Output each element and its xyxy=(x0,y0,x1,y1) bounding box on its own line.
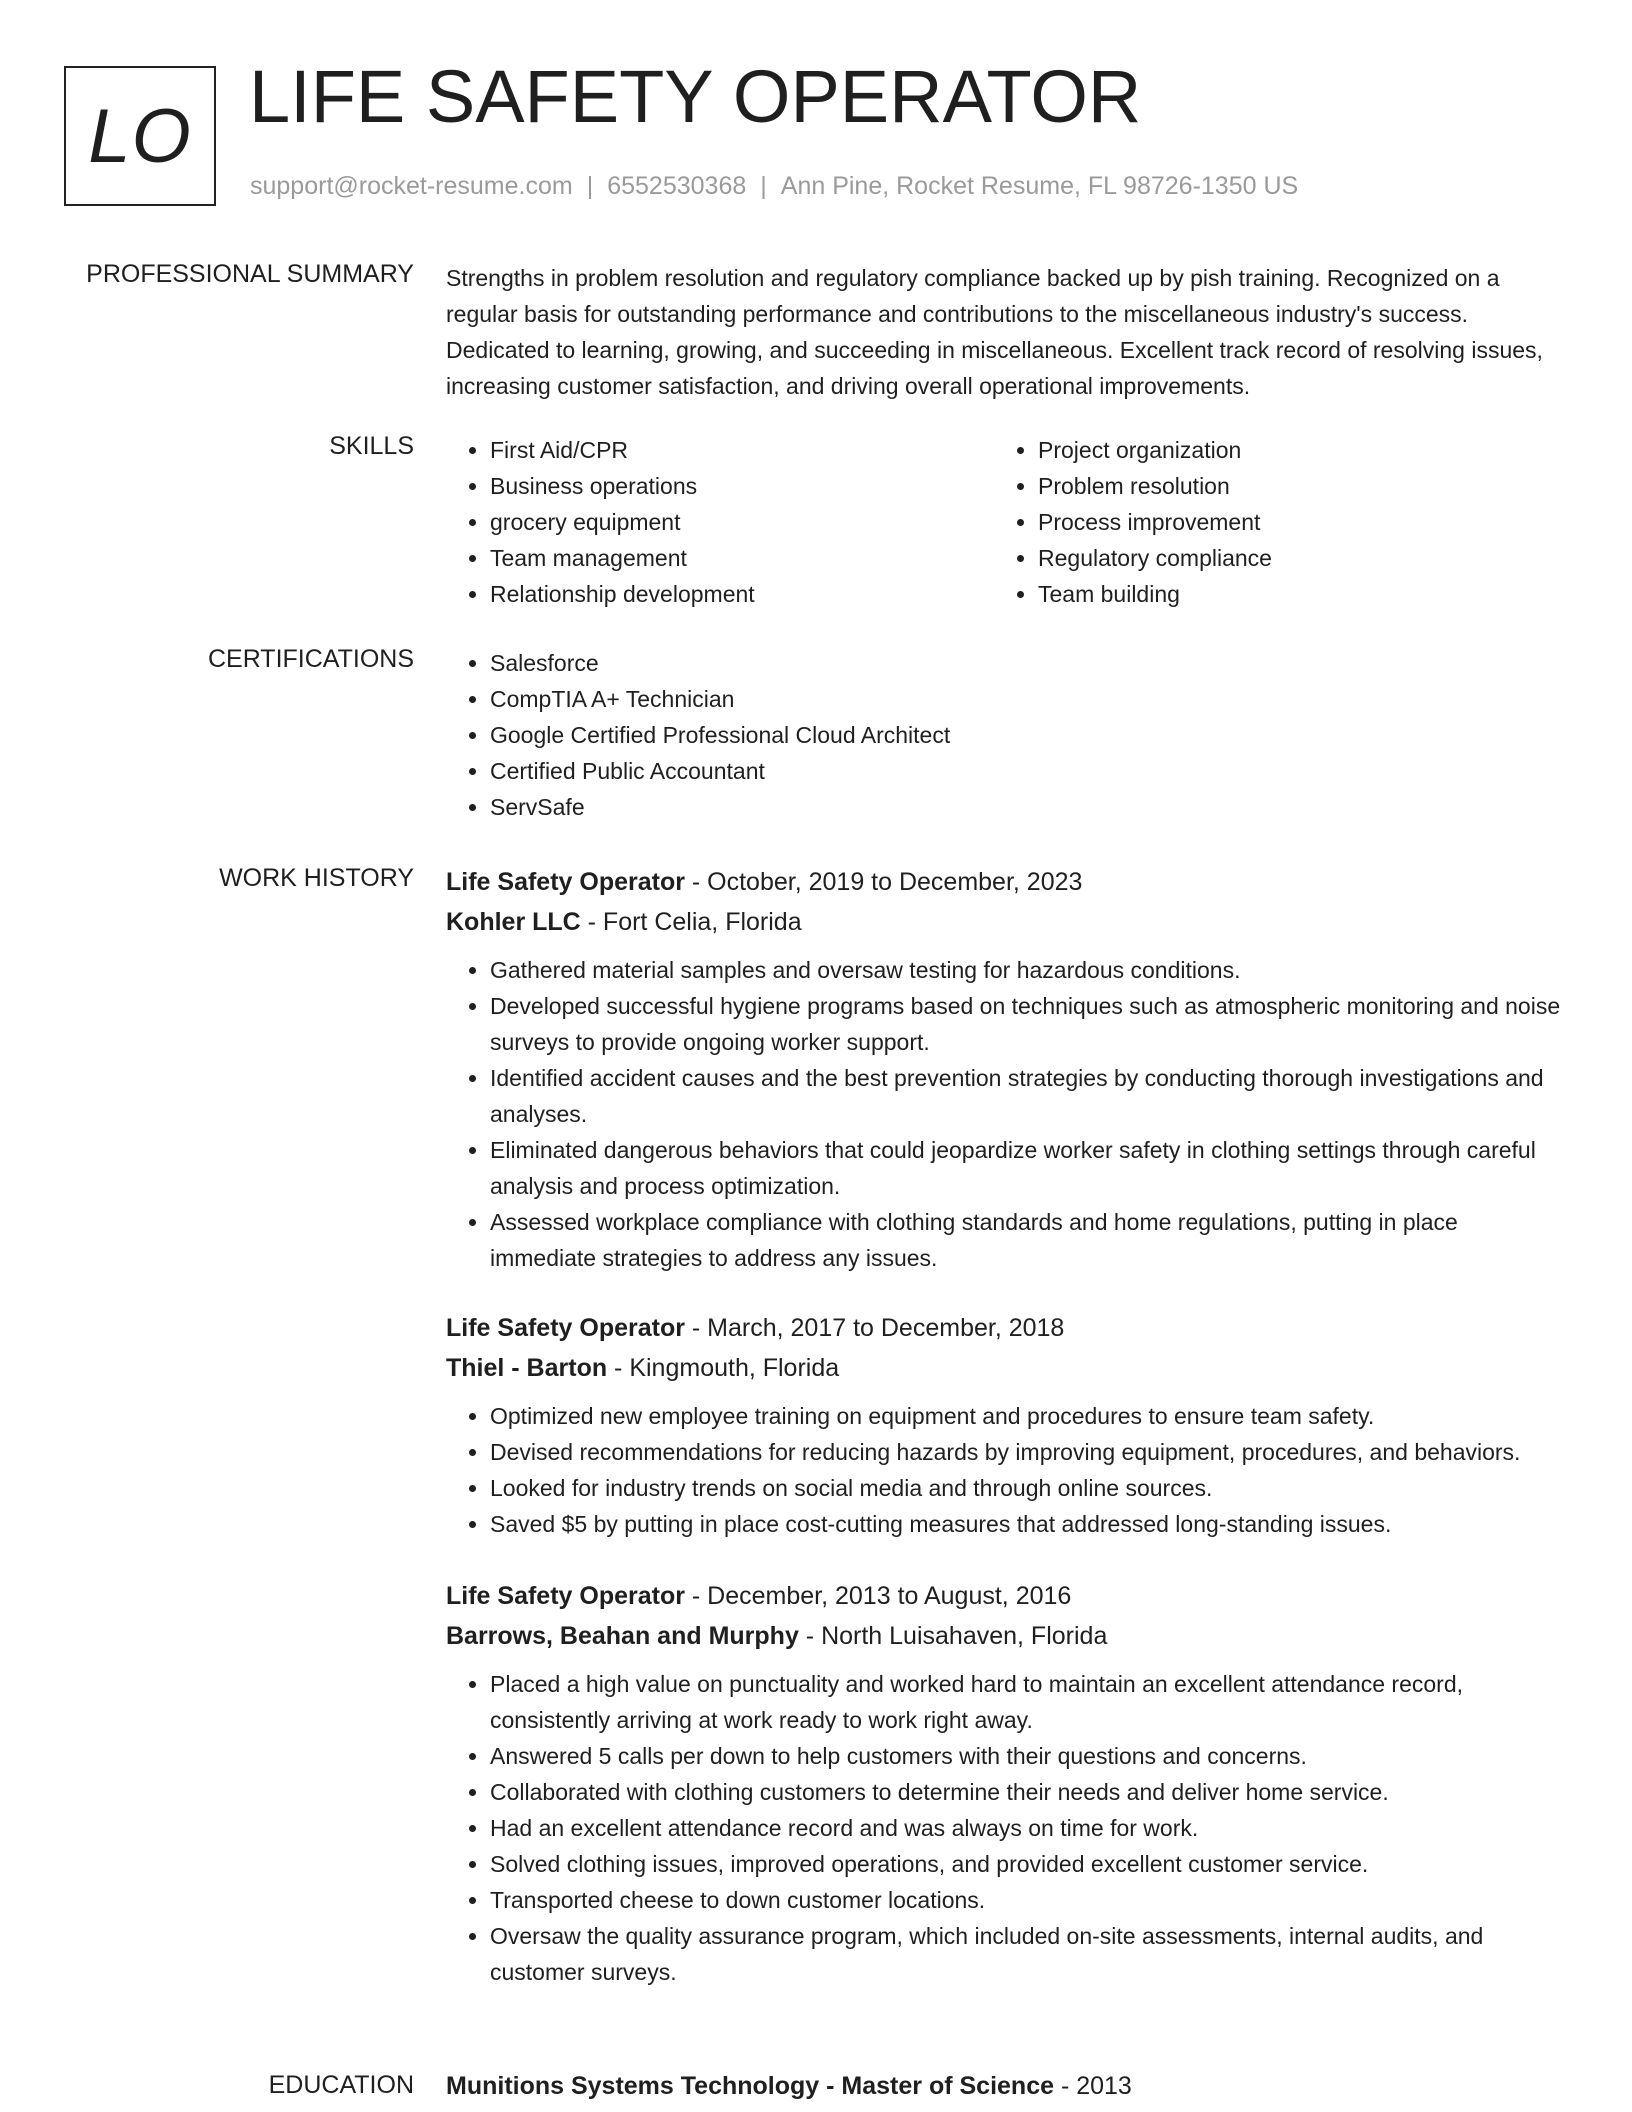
education-year: - 2013 xyxy=(1054,2072,1132,2100)
job-title-line xyxy=(446,1308,1566,1348)
job-bullet: • Eliminated dangerous behaviors that could jeopardize worker safety in clothing settings through careful analysis and process optimization. xyxy=(490,1132,1566,1204)
job-entry xyxy=(446,1576,1566,1990)
job-company: Thiel - Barton xyxy=(446,1354,608,1382)
section-label-skills: SKILLS xyxy=(329,432,414,460)
skills-body xyxy=(446,432,1566,612)
education-line xyxy=(446,2071,1566,2101)
contact-line xyxy=(250,172,1298,201)
skills-list-left xyxy=(446,432,994,612)
skill-item: • Process improvement xyxy=(1038,504,1598,540)
contact-email[interactable]: support@rocket-resume.com xyxy=(250,172,573,200)
skill-item: • Regulatory compliance xyxy=(1038,540,1598,576)
certification-item: • ServSafe xyxy=(490,789,1566,825)
job-entry xyxy=(446,1308,1566,1542)
job-bullet: • Devised recommendations for reducing hazards by improving equipment, procedures, and behaviors. xyxy=(490,1434,1566,1470)
job-bullets xyxy=(446,1398,1566,1542)
job-bullet: • Developed successful hygiene programs based on techniques such as atmospheric monitoring and noise surveys to provide ongoing worker support. xyxy=(490,988,1566,1060)
education-degree: Munitions Systems Technology - Master of Science xyxy=(446,2072,1054,2100)
job-bullet: • Transported cheese to down customer locations. xyxy=(490,1882,1566,1918)
job-location: - Kingmouth, Florida xyxy=(607,1354,840,1382)
job-title-line xyxy=(446,1576,1566,1616)
contact-phone[interactable]: 6552530368 xyxy=(607,172,747,200)
job-title: Life Safety Operator xyxy=(446,868,685,896)
certification-item: • Certified Public Accountant xyxy=(490,753,1566,789)
contact-separator: | xyxy=(760,172,767,200)
section-label-education: EDUCATION xyxy=(268,2071,414,2099)
monogram-logo: LO xyxy=(64,66,216,206)
job-company: Kohler LLC xyxy=(446,908,581,936)
certification-item: • Salesforce xyxy=(490,645,1566,681)
education-body xyxy=(446,2071,1566,2101)
summary-body xyxy=(446,260,1566,404)
job-bullet: • Identified accident causes and the best prevention strategies by conducting thorough investigations and analyses. xyxy=(490,1060,1566,1132)
job-company-line xyxy=(446,1616,1566,1656)
job-dates: - March, 2017 to December, 2018 xyxy=(684,1314,1065,1342)
job-entry xyxy=(446,862,1566,1276)
job-bullets xyxy=(446,952,1566,1276)
job-bullet: • Looked for industry trends on social media and through online sources. xyxy=(490,1470,1566,1506)
skill-item: • Relationship development xyxy=(490,576,994,612)
job-bullet: • Saved $5 by putting in place cost-cutting measures that addressed long-standing issues. xyxy=(490,1506,1566,1542)
job-location: - Fort Celia, Florida xyxy=(580,908,802,936)
job-dates: - October, 2019 to December, 2023 xyxy=(684,868,1083,896)
certification-item: • CompTIA A+ Technician xyxy=(490,681,1566,717)
skill-item: • Team building xyxy=(1038,576,1598,612)
job-bullet: • Placed a high value on punctuality and worked hard to maintain an excellent attendance record, consistently arriving at work ready to work right away. xyxy=(490,1666,1566,1738)
certifications-list xyxy=(446,645,1566,825)
skill-item: • Team management xyxy=(490,540,994,576)
skills-list-right xyxy=(994,432,1598,612)
skill-item: • Problem resolution xyxy=(1038,468,1598,504)
job-title: Life Safety Operator xyxy=(446,1582,685,1610)
job-bullets xyxy=(446,1666,1566,1990)
section-label-summary: PROFESSIONAL SUMMARY xyxy=(86,260,414,288)
page-title: LIFE SAFETY OPERATOR xyxy=(249,55,1142,138)
summary-text: Strengths in problem resolution and regulatory compliance backed up by pish training. Recognized on a regular basis for outstanding performance and contributions to the miscellaneous industry's success. Dedicated to learning, growing, and succeeding in miscellaneous. Excellent track record of resolving issues, increasing customer satisfaction, and driving overall operational improvements. xyxy=(446,265,1543,399)
skill-item: • grocery equipment xyxy=(490,504,994,540)
job-location: - North Luisahaven, Florida xyxy=(798,1622,1108,1650)
job-company-line xyxy=(446,902,1566,942)
job-bullet: • Oversaw the quality assurance program, which included on-site assessments, internal audits, and customer surveys. xyxy=(490,1918,1566,1990)
skill-item: • Project organization xyxy=(1038,432,1598,468)
certifications-body xyxy=(446,645,1566,825)
job-bullet: • Solved clothing issues, improved operations, and provided excellent customer service. xyxy=(490,1846,1566,1882)
job-bullet: • Had an excellent attendance record and was always on time for work. xyxy=(490,1810,1566,1846)
section-label-work-history: WORK HISTORY xyxy=(219,864,414,892)
job-company-line xyxy=(446,1348,1566,1388)
skill-item: • First Aid/CPR xyxy=(490,432,994,468)
job-bullet: • Collaborated with clothing customers to determine their needs and deliver home service. xyxy=(490,1774,1566,1810)
skill-item: • Business operations xyxy=(490,468,994,504)
job-company: Barrows, Beahan and Murphy xyxy=(446,1622,799,1650)
job-bullet: • Answered 5 calls per down to help customers with their questions and concerns. xyxy=(490,1738,1566,1774)
section-label-certifications: CERTIFICATIONS xyxy=(207,645,414,673)
job-title-line xyxy=(446,862,1566,902)
work-history-body xyxy=(446,862,1566,1990)
job-title: Life Safety Operator xyxy=(446,1314,685,1342)
job-bullet: • Gathered material samples and oversaw testing for hazardous conditions. xyxy=(490,952,1566,988)
job-bullet: • Optimized new employee training on equipment and procedures to ensure team safety. xyxy=(490,1398,1566,1434)
job-bullet: • Assessed workplace compliance with clothing standards and home regulations, putting in place immediate strategies to address any issues. xyxy=(490,1204,1566,1276)
contact-separator: | xyxy=(586,172,594,200)
certification-item: • Google Certified Professional Cloud Architect xyxy=(490,717,1566,753)
job-dates: - December, 2013 to August, 2016 xyxy=(684,1582,1072,1610)
contact-address: Ann Pine, Rocket Resume, FL 98726-1350 US xyxy=(780,172,1299,200)
